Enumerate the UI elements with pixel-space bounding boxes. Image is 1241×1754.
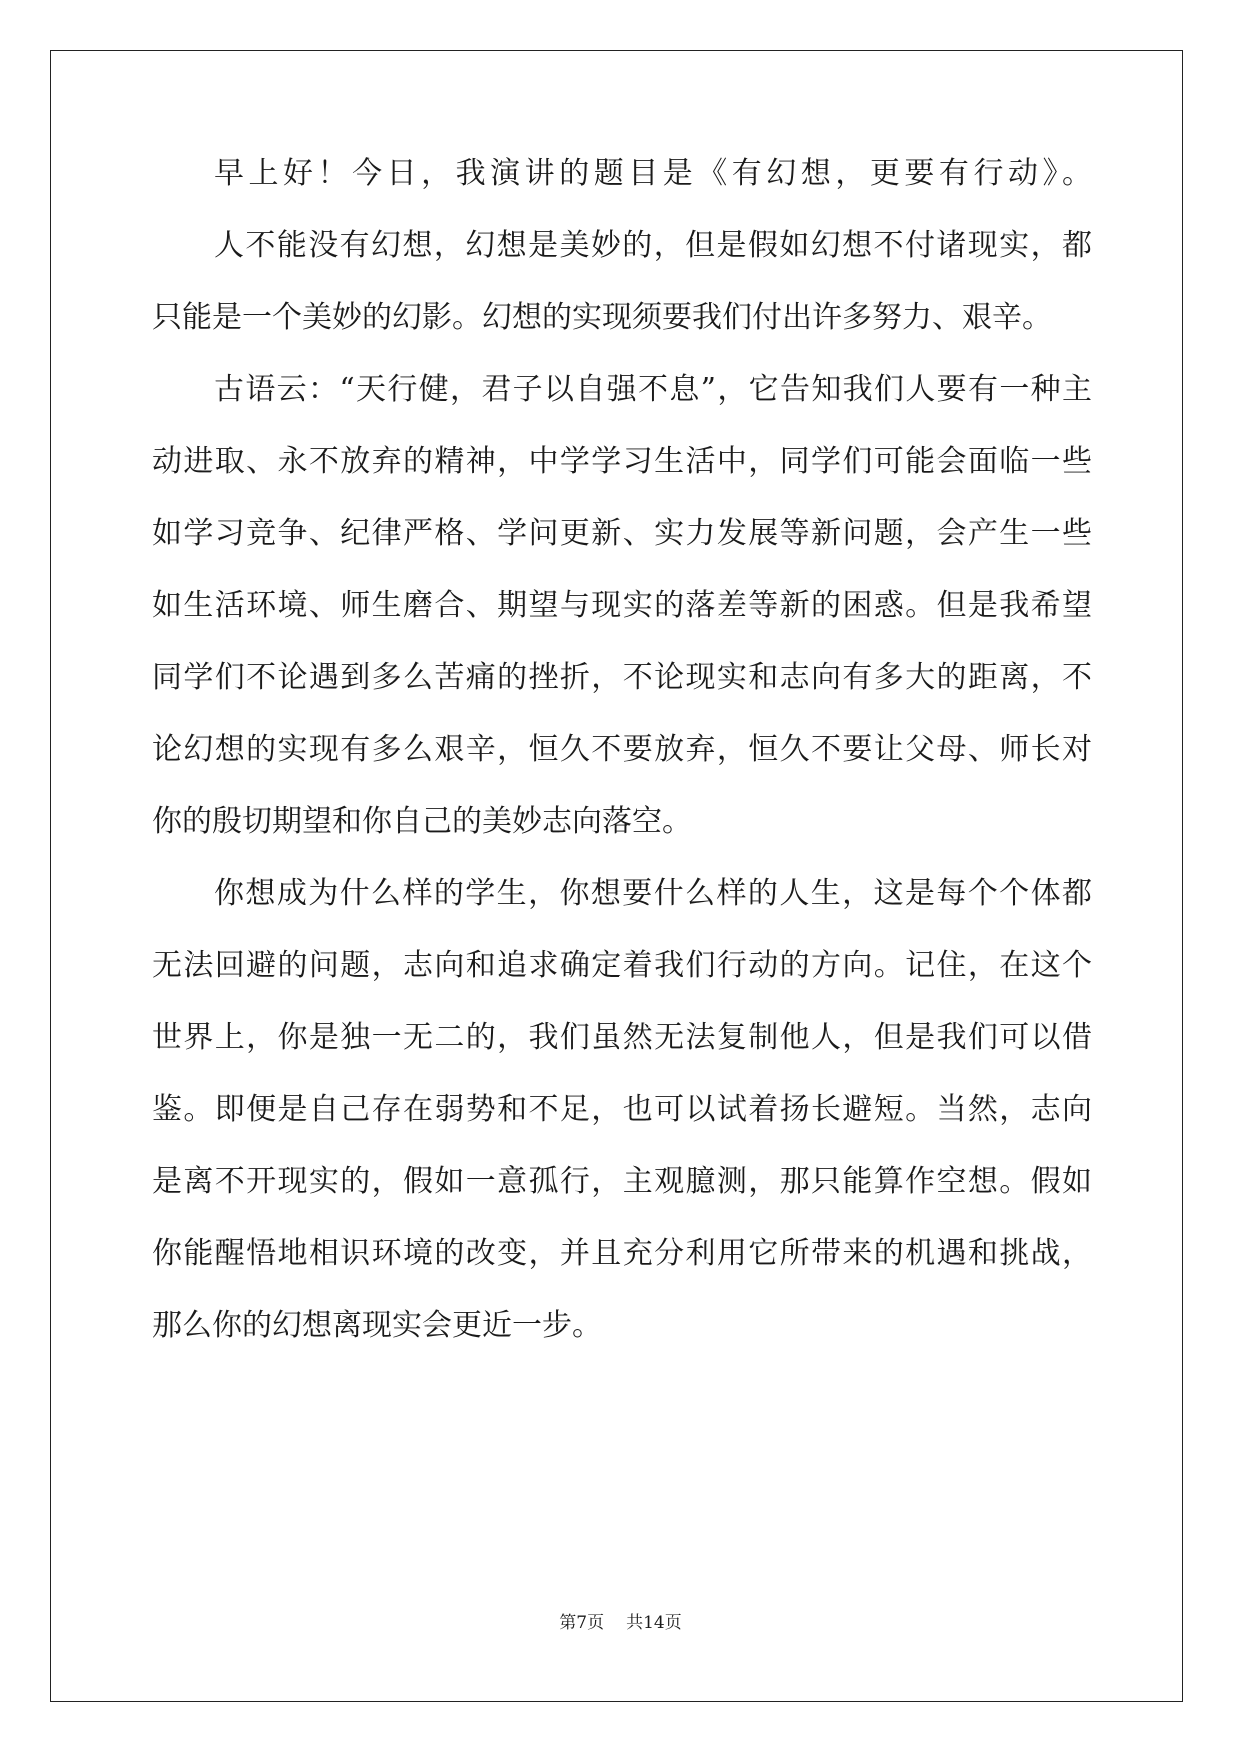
paragraph-line: 那么你的幻想离现实会更近一步。 (152, 1308, 602, 1343)
paragraph-line: 动进取、永不放弃的精神，中学学习生活中，同学们可能会面临一些 (152, 444, 1092, 479)
paragraph-line: 人不能没有幻想，幻想是美妙的，但是假如幻想不付诸现实，都 (214, 228, 1092, 263)
paragraph-line: 鉴。即便是自己存在弱势和不足，也可以试着扬长避短。当然，志向 (152, 1092, 1092, 1127)
page-footer (0, 1611, 1241, 1635)
paragraph-line: 你的殷切期望和你自己的美妙志向落空。 (152, 804, 692, 839)
paragraph-line: 你能醒悟地相识环境的改变，并且充分利用它所带来的机遇和挑战， (152, 1236, 1092, 1271)
page-number: 第7页 (559, 1613, 605, 1633)
paragraph-line: 如学习竞争、纪律严格、学问更新、实力发展等新问题，会产生一些 (152, 516, 1092, 551)
page-total: 共14页 (626, 1613, 682, 1633)
paragraph-line: 如生活环境、师生磨合、期望与现实的落差等新的困惑。但是我希望 (152, 588, 1092, 623)
paragraph-line: 同学们不论遇到多么苦痛的挫折，不论现实和志向有多大的距离，不 (152, 660, 1092, 695)
paragraph-line: 论幻想的实现有多么艰辛，恒久不要放弃，恒久不要让父母、师长对 (152, 732, 1092, 767)
paragraph-line: 古语云：“天行健，君子以自强不息”，它告知我们人要有一种主 (214, 372, 1092, 407)
paragraph-line: 世界上，你是独一无二的，我们虽然无法复制他人，但是我们可以借 (152, 1020, 1092, 1055)
paragraph-line: 只能是一个美妙的幻影。幻想的实现须要我们付出许多努力、艰辛。 (152, 300, 1052, 335)
paragraph-line: 你想成为什么样的学生，你想要什么样的人生，这是每个个体都 (214, 876, 1092, 911)
paragraph-line: 无法回避的问题，志向和追求确定着我们行动的方向。记住，在这个 (152, 948, 1092, 983)
paragraph-line: 是离不开现实的，假如一意孤行，主观臆测，那只能算作空想。假如 (152, 1164, 1092, 1199)
paragraph-line: 早上好！今日，我演讲的题目是《有幻想，更要有行动》。 (214, 156, 1092, 191)
